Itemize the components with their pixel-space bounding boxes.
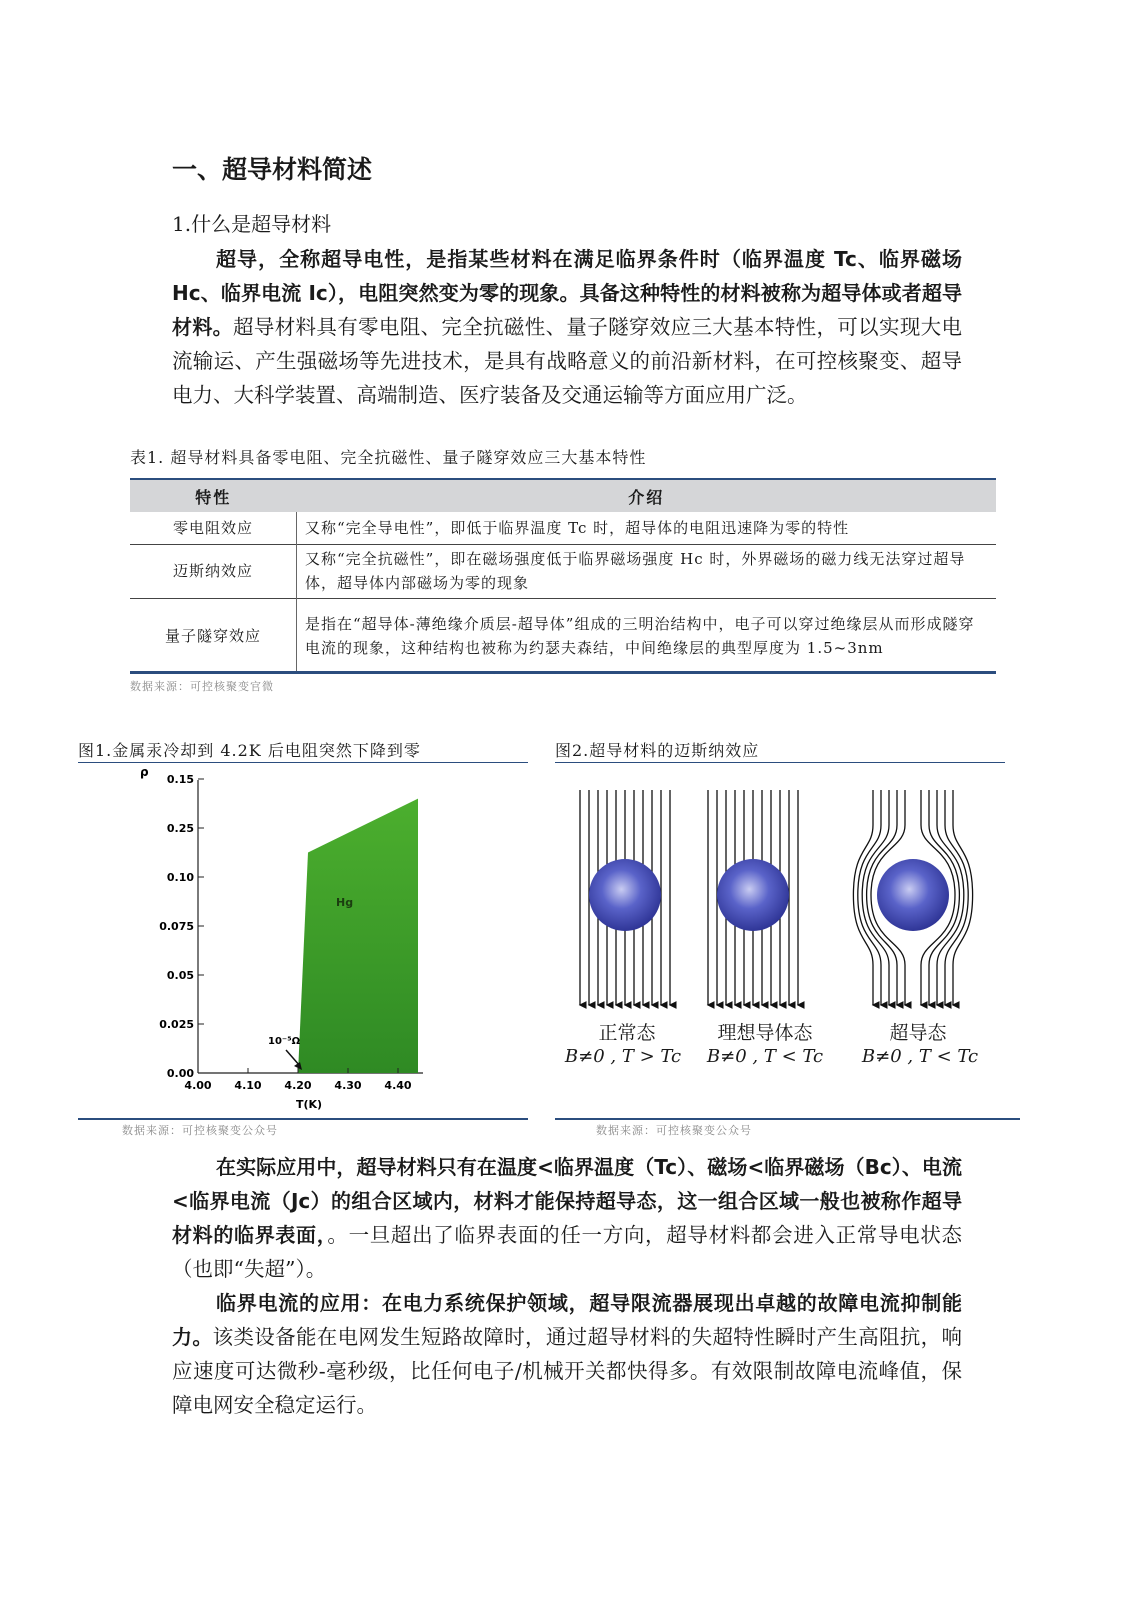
figure1-bottom-rule — [78, 1118, 528, 1120]
figure1-caption: 图1.金属汞冷却到 4.2K 后电阻突然下降到零 — [78, 741, 421, 760]
x-tick-label: 4.40 — [384, 1079, 412, 1092]
y-tick-label: 0.00 — [166, 1067, 194, 1080]
sample-sphere — [589, 859, 661, 931]
panel-ideal-label: 理想导体态 — [717, 1022, 813, 1044]
critical-surface-normal-text: 。一旦超出了临界表面的任一方向，超导材料都会进入正常导电状态（也即“失超”）。 — [172, 1223, 962, 1281]
subsection-heading: 1.什么是超导材料 — [172, 212, 332, 236]
panel-super-condition: B≠0 , T < Tc — [861, 1046, 979, 1067]
panel-normal-condition: B≠0 , T > Tc — [564, 1046, 682, 1067]
figure1-top-rule — [78, 762, 528, 763]
figure2-source: 数据来源：可控核聚变公众号 — [596, 1124, 752, 1137]
current-limiter-paragraph — [172, 1286, 962, 1422]
intro-normal-text: 超导材料具有零电阻、完全抗磁性、量子隧穿效应三大基本特性，可以实现大电流输运、产生强磁场等先进技术，是具有战略意义的前沿新材料，在可控核聚变、超导电力、大科学装置、高端制造、医疗装备及交通运输等方面应用广泛。 — [172, 315, 962, 407]
panel-normal-state — [580, 790, 670, 1005]
x-tick-label: 4.30 — [334, 1079, 362, 1092]
table-bottom-rule — [130, 671, 996, 674]
table-header-description: 介绍 — [297, 480, 997, 512]
properties-table — [130, 480, 996, 674]
hg-resistance-area — [298, 799, 418, 1073]
figure1-chart — [78, 768, 478, 1138]
y-tick-label: 0.10 — [166, 871, 194, 884]
figure1-source: 数据来源：可控核聚变公众号 — [122, 1124, 278, 1137]
property-name: 迈斯纳效应 — [130, 544, 297, 598]
x-tick-label: 4.00 — [184, 1079, 212, 1092]
figure2-caption: 图2.超导材料的迈斯纳效应 — [555, 741, 760, 760]
panel-normal-label: 正常态 — [598, 1022, 656, 1044]
panel-super-label: 超导态 — [889, 1022, 947, 1044]
series-label-hg: Hg — [336, 896, 354, 909]
y-tick-label: 0.025 — [159, 1018, 194, 1031]
intro-paragraph — [172, 242, 962, 412]
table-row — [130, 512, 996, 544]
table-row — [130, 598, 996, 674]
y-tick-label: 0.25 — [166, 822, 194, 835]
panel-ideal-conductor-state — [708, 790, 798, 1005]
y-tick-label: 0.15 — [166, 773, 194, 786]
field-line — [853, 790, 873, 1005]
property-description: 又称“完全抗磁性”，即在磁场强度低于临界磁场强度 Hc 时，外界磁场的磁力线无法穿过超导体，超导体内部磁场为零的现象 — [297, 544, 997, 598]
property-name: 零电阻效应 — [130, 512, 297, 544]
sample-sphere — [877, 859, 949, 931]
field-line — [953, 790, 973, 1005]
critical-surface-bold-text: 在实际应用中，超导材料只有在温度<临界温度（Tc）、磁场<临界磁场（Bc）、电流<临界电流（Jc）的组合区域内，材料才能保持超导态，这一组合区域一般也被称作超导材料的临界表面， — [172, 1155, 962, 1247]
property-name: 量子隧穿效应 — [130, 598, 297, 674]
intro-bold-text: 超导，全称超导电性，是指某些材料在满足临界条件时（临界温度 Tc、临界磁场 Hc、临界电流 Ic），电阻突然变为零的现象。具备这种特性的材料被称为超导体或者超导材料。 — [172, 247, 962, 339]
panel-superconducting-state — [853, 790, 972, 1005]
current-limiter-bold-text: 临界电流的应用：在电力系统保护领域，超导限流器展现出卓越的故障电流抑制能力。 — [172, 1291, 962, 1349]
resistance-annotation: 10⁻⁵Ω — [268, 1036, 301, 1047]
x-tick-label: 4.10 — [234, 1079, 262, 1092]
current-limiter-normal-text: 该类设备能在电网发生短路故障时，通过超导材料的失超特性瞬时产生高阻抗，响应速度可达微秒-毫秒级，比任何电子/机械开关都快得多。有效限制故障电流峰值，保障电网安全稳定运行。 — [172, 1325, 963, 1417]
critical-surface-paragraph — [172, 1150, 962, 1286]
property-description: 是指在“超导体-薄绝缘介质层-超导体”组成的三明治结构中，电子可以穿过绝缘层从而形成隧穿电流的现象，这种结构也被称为约瑟夫森结，中间绝缘层的典型厚度为 1.5~3nm — [297, 598, 997, 674]
figure2-bottom-rule — [555, 1118, 1020, 1120]
x-axis-label: T(K) — [296, 1098, 323, 1111]
y-tick-label: 0.075 — [159, 920, 194, 933]
sample-sphere — [717, 859, 789, 931]
table-caption: 表1. 超导材料具备零电阻、完全抗磁性、量子隧穿效应三大基本特性 — [130, 448, 647, 467]
y-axis-label: ρ — [140, 768, 149, 779]
property-description: 又称“完全导电性”，即低于临界温度 Tc 时，超导体的电阻迅速降为零的特性 — [305, 518, 850, 537]
table-row — [130, 544, 996, 598]
y-tick-label: 0.05 — [166, 969, 194, 982]
table-source: 数据来源：可控核聚变官微 — [130, 680, 274, 693]
section-heading: 一、超导材料简述 — [172, 155, 373, 184]
figure2-top-rule — [555, 762, 1005, 763]
x-tick-label: 4.20 — [284, 1079, 312, 1092]
table-header-property: 特性 — [130, 480, 297, 512]
panel-ideal-condition: B≠0 , T < Tc — [706, 1046, 824, 1067]
